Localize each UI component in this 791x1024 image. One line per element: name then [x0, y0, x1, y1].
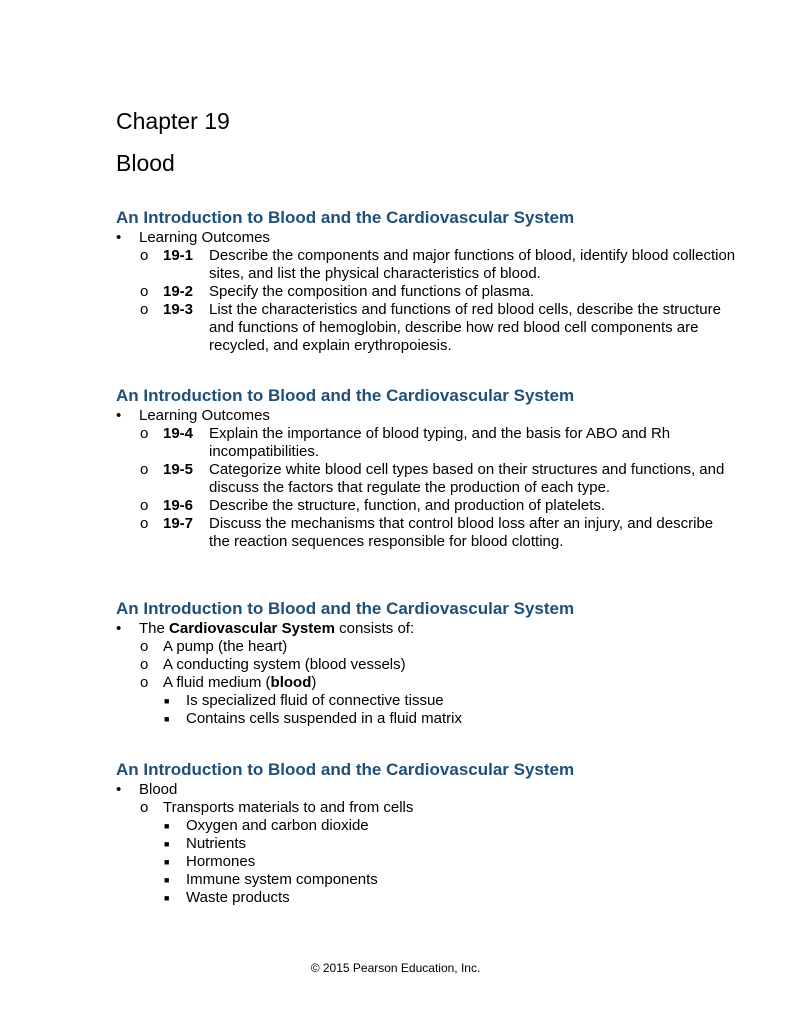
- section-heading: An Introduction to Blood and the Cardiovascular System: [116, 208, 575, 227]
- topic-title: Blood: [116, 150, 175, 176]
- list-item: • Learning Outcomes: [116, 229, 270, 246]
- list-item: o Transports materials to and from cells: [140, 799, 414, 816]
- section-1: [116, 208, 736, 355]
- list-item: ■ Waste products: [164, 889, 290, 906]
- section-heading: An Introduction to Blood and the Cardiovascular System: [116, 386, 575, 405]
- list-item: ■ Nutrients: [164, 835, 247, 852]
- section-3: [116, 599, 736, 728]
- section-heading: An Introduction to Blood and the Cardiovascular System: [116, 760, 575, 779]
- list-item: ■ Oxygen and carbon dioxide: [164, 817, 369, 834]
- list-item: ■ Hormones: [164, 853, 256, 870]
- list-item: ■ Immune system components: [164, 871, 378, 888]
- outcome-item: o 19-3 List the characteristics and functions of red blood cells, describe the structure and functions of hemoglobin, describe how red blood cell components are recycled, and explain erythropoiesis.: [140, 301, 721, 354]
- outcome-item: o 19-4 Explain the importance of blood typing, and the basis for ABO and Rh incompatibilities.: [140, 425, 671, 460]
- list-item: ■ Contains cells suspended in a fluid matrix: [164, 710, 462, 727]
- outcome-item: o 19-5 Categorize white blood cell types based on their structures and functions, and discuss the factors that regulate the production of each type.: [140, 461, 725, 496]
- list-item: • Learning Outcomes: [116, 407, 270, 424]
- list-item: o A conducting system (blood vessels): [140, 656, 406, 673]
- list-item: • The Cardiovascular System consists of:: [116, 620, 415, 637]
- outcome-item: o 19-1 Describe the components and major functions of blood, identify blood collection sites, and list the physical characteristics of blood.: [140, 247, 736, 282]
- section-heading: An Introduction to Blood and the Cardiovascular System: [116, 599, 575, 618]
- section-4: [116, 760, 736, 907]
- list-item: ■ Is specialized fluid of connective tissue: [164, 692, 444, 709]
- section-2: [116, 386, 736, 551]
- list-item: • Blood: [116, 781, 178, 798]
- chapter-title: Chapter 19: [116, 108, 230, 134]
- copyright-footer: © 2015 Pearson Education, Inc.: [310, 961, 481, 975]
- outcome-item: o 19-7 Discuss the mechanisms that control blood loss after an injury, and describe the reaction sequences responsible for blood clotting.: [140, 515, 714, 550]
- list-item: o A fluid medium (blood): [140, 674, 317, 691]
- outcome-item: o 19-6 Describe the structure, function, and production of platelets.: [140, 497, 606, 514]
- list-item: o A pump (the heart): [140, 638, 288, 655]
- outcome-item: o 19-2 Specify the composition and functions of plasma.: [140, 283, 535, 300]
